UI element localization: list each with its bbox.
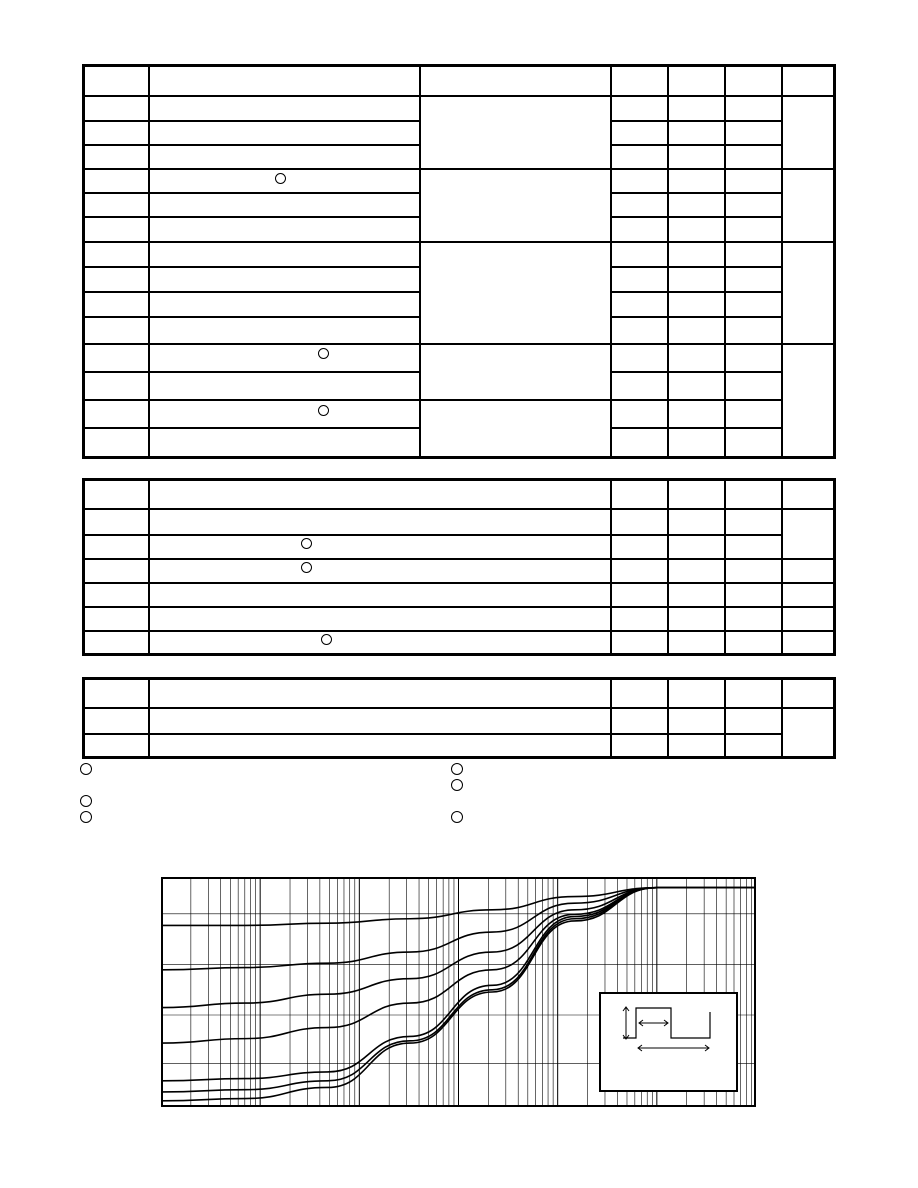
table-1-group-line [419, 343, 611, 345]
table-1-row-line [85, 144, 420, 146]
table-1-group-line [419, 241, 611, 243]
table-1-group-line [419, 399, 611, 401]
table-1-row-line [610, 266, 782, 268]
table-1-group-line [419, 168, 611, 170]
note-marker [301, 538, 312, 549]
table-2 [82, 478, 836, 656]
note-marker [301, 562, 312, 573]
pulse-waveform-inset [600, 993, 737, 1091]
table-1-row-line [85, 343, 420, 345]
table-1-row-line [610, 399, 782, 401]
table-3-col-divider [610, 680, 612, 756]
table-3-col-divider [148, 680, 150, 756]
table-1-row-line [610, 427, 782, 429]
table-1-row-line [610, 144, 782, 146]
table-1-row-line [85, 241, 420, 243]
table-1-col-divider [419, 67, 421, 456]
footnote-marker [451, 811, 463, 823]
table-1-row-line [85, 427, 420, 429]
table-1-header-divider [85, 95, 833, 97]
table-2-col-divider [148, 481, 150, 653]
chart-svg [161, 877, 756, 1107]
table-1-row-line [610, 241, 782, 243]
table-2-header-divider [85, 508, 833, 510]
table-3-col-divider [781, 680, 783, 756]
table-2-col-divider [781, 481, 783, 653]
table-2-row-line [85, 582, 833, 584]
table-3-header-divider [85, 707, 833, 709]
table-1-col-divider [724, 67, 726, 456]
table-1 [82, 64, 836, 459]
footnote-marker [451, 779, 463, 791]
table-1-row-line [610, 291, 782, 293]
table-1-row-line [85, 291, 420, 293]
table-1-row-line [85, 216, 420, 218]
table-3-col-divider [667, 680, 669, 756]
table-1-unit-group-line [781, 343, 833, 345]
footnote-marker [80, 811, 92, 823]
table-2-row-line [85, 606, 833, 608]
table-1-col-divider [610, 67, 612, 456]
table-2-col-divider [724, 481, 726, 653]
table-1-col-divider [148, 67, 150, 456]
footnote-marker [80, 763, 92, 775]
table-2-col-divider [610, 481, 612, 653]
table-3 [82, 677, 836, 759]
note-marker [318, 405, 329, 416]
note-marker [318, 348, 329, 359]
table-2-row-line [85, 558, 833, 560]
footnote-marker [80, 795, 92, 807]
table-1-row-line [85, 168, 420, 170]
table-1-row-line [610, 120, 782, 122]
table-1-row-line [610, 216, 782, 218]
table-1-row-line [610, 371, 782, 373]
table-1-row-line [85, 399, 420, 401]
table-1-row-line [610, 168, 782, 170]
note-marker [321, 634, 332, 645]
table-1-row-line [85, 192, 420, 194]
table-1-row-line [85, 120, 420, 122]
table-1-col-divider [781, 67, 783, 456]
table-3-col-divider [724, 680, 726, 756]
table-1-row-line [85, 371, 420, 373]
table-3-row-line [85, 733, 782, 735]
table-1-row-line [610, 316, 782, 318]
table-2-row-line [85, 630, 833, 632]
table-1-row-line [85, 316, 420, 318]
table-1-col-divider [667, 67, 669, 456]
note-marker [275, 173, 286, 184]
footnote-marker [451, 763, 463, 775]
table-1-unit-group-line [781, 241, 833, 243]
table-1-row-line [85, 266, 420, 268]
table-1-unit-group-line [781, 168, 833, 170]
table-2-col-divider [667, 481, 669, 653]
table-2-row-line [85, 534, 782, 536]
table-1-row-line [610, 343, 782, 345]
thermal-response-chart [161, 877, 756, 1107]
table-1-row-line [610, 192, 782, 194]
